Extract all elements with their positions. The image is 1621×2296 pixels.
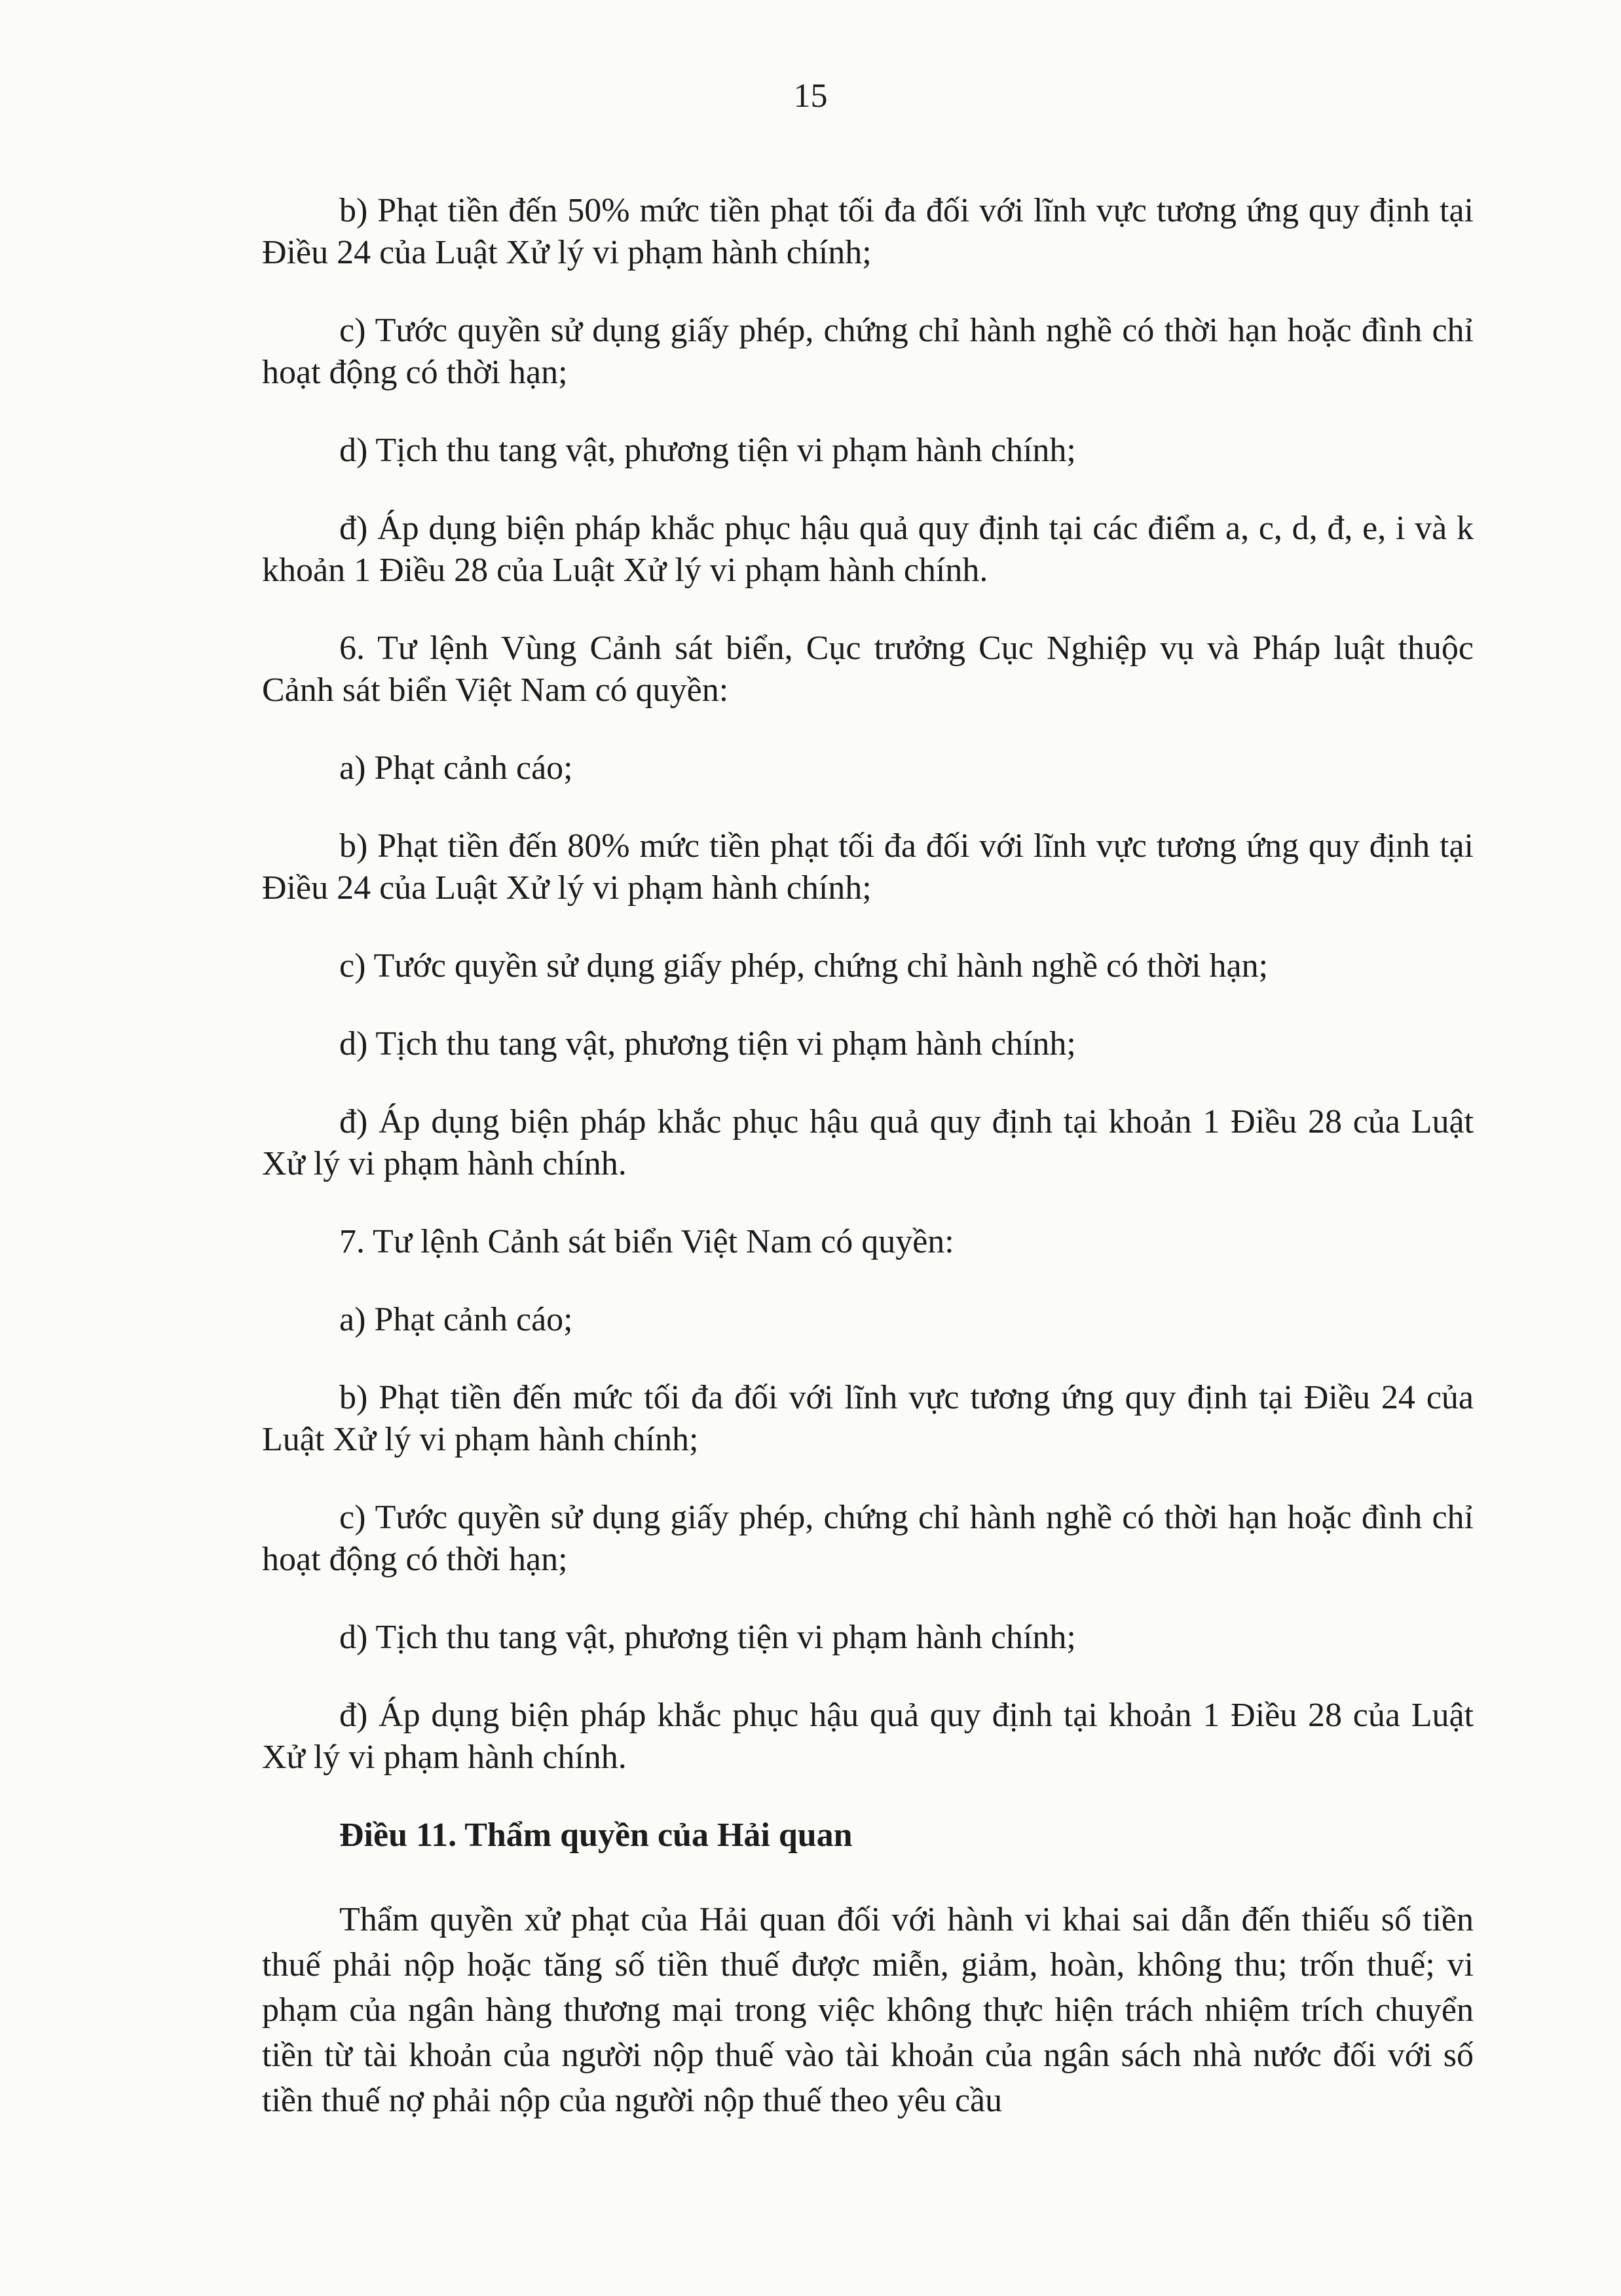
paragraph-6a: a) Phạt cảnh cáo; [339, 749, 573, 787]
clause-6: 6. Tư lệnh Vùng Cảnh sát biển, Cục trưởng Cục Nghiệp vụ và Pháp luật thuộc Cảnh sát biển Việt Nam có quyền: [262, 630, 1474, 709]
paragraph-7b: b) Phạt tiền đến mức tối đa đối với lĩnh vực tương ứng quy định tại Điều 24 của Luật Xử lý vi phạm hành chính; [262, 1379, 1474, 1458]
paragraph-6dd: đ) Áp dụng biện pháp khắc phục hậu quả quy định tại khoản 1 Điều 28 của Luật Xử lý vi phạm hành chính. [262, 1103, 1474, 1182]
paragraph-7a: a) Phạt cảnh cáo; [339, 1301, 573, 1338]
article-11-paragraph: Thẩm quyền xử phạt của Hải quan đối với hành vi khai sai dẫn đến thiếu số tiền thuế phải nộp hoặc tăng số tiền thuế được miễn, giảm, hoàn, không thu; trốn thuế; vi phạm của ngân hàng thương mại trong việc không thực hiện trách nhiệm trích chuyển tiền từ tài khoản của người nộp thuế vào tài khoản của ngân sách nhà nước đối với số tiền thuế nợ phải nộp của người nộp thuế theo yêu cầu [262, 1901, 1474, 2119]
page-number: 15 [793, 77, 828, 115]
paragraph-6d: d) Tịch thu tang vật, phương tiện vi phạm hành chính; [339, 1025, 1076, 1063]
article-11-heading: Điều 11. Thẩm quyền của Hải quan [339, 1816, 853, 1854]
paragraph-6b: b) Phạt tiền đến 80% mức tiền phạt tối đa đối với lĩnh vực tương ứng quy định tại Điều 24 của Luật Xử lý vi phạm hành chính; [262, 827, 1474, 907]
clause-7: 7. Tư lệnh Cảnh sát biển Việt Nam có quyền: [339, 1223, 954, 1260]
paragraph-5dd: đ) Áp dụng biện pháp khắc phục hậu quả quy định tại các điểm a, c, d, đ, e, i và k khoản 1 Điều 28 của Luật Xử lý vi phạm hành chính. [262, 510, 1474, 589]
paragraph-7dd: đ) Áp dụng biện pháp khắc phục hậu quả quy định tại khoản 1 Điều 28 của Luật Xử lý vi phạm hành chính. [262, 1697, 1474, 1776]
document-body [262, 190, 1474, 2123]
paragraph-5d: d) Tịch thu tang vật, phương tiện vi phạm hành chính; [339, 432, 1076, 469]
paragraph-5b: b) Phạt tiền đến 50% mức tiền phạt tối đa đối với lĩnh vực tương ứng quy định tại Điều 24 của Luật Xử lý vi phạm hành chính; [262, 192, 1474, 271]
paragraph-5c: c) Tước quyền sử dụng giấy phép, chứng chỉ hành nghề có thời hạn hoặc đình chỉ hoạt động có thời hạn; [262, 312, 1474, 391]
paragraph-7d: d) Tịch thu tang vật, phương tiện vi phạm hành chính; [339, 1619, 1076, 1656]
paragraph-6c: c) Tước quyền sử dụng giấy phép, chứng chỉ hành nghề có thời hạn; [339, 947, 1269, 985]
paragraph-7c: c) Tước quyền sử dụng giấy phép, chứng chỉ hành nghề có thời hạn hoặc đình chỉ hoạt động có thời hạn; [262, 1499, 1474, 1578]
